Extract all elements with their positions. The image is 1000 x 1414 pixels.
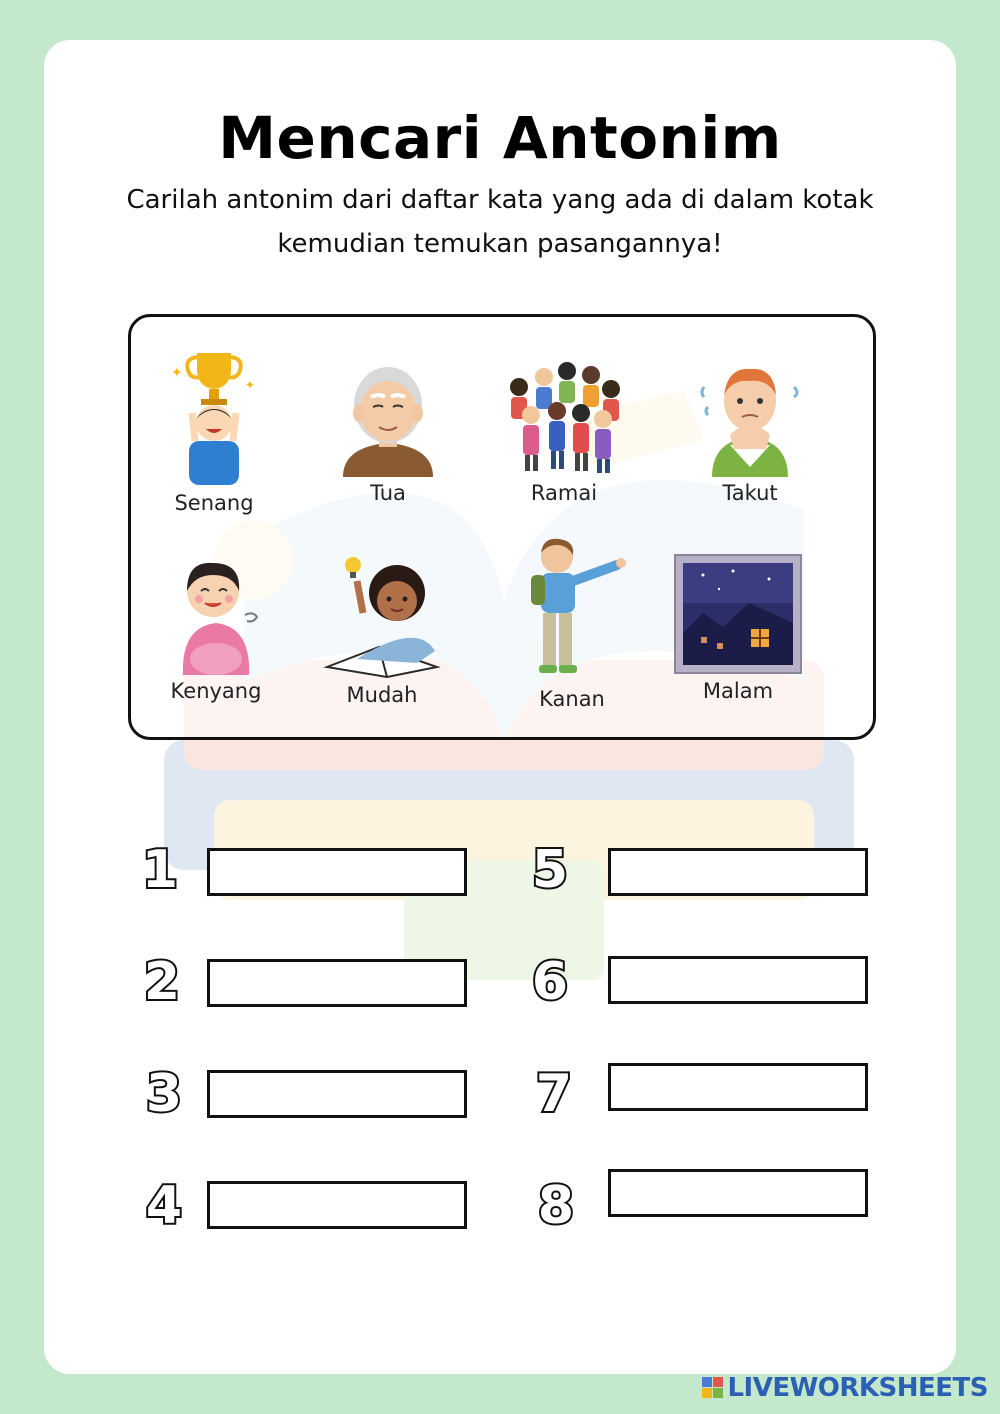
- pointing-boy-icon: [517, 535, 627, 683]
- word-label: Ramai: [530, 481, 598, 505]
- answer-number-1: 1: [141, 840, 179, 900]
- answer-number-6: 6: [531, 952, 569, 1012]
- answer-number-4: 4: [145, 1176, 183, 1236]
- answer-input-6[interactable]: [608, 956, 868, 1004]
- instruction-line-1: Carilah antonim dari daftar kata yang ada di dalam kotak: [126, 185, 874, 215]
- word-item-kenyang: [141, 553, 291, 703]
- word-list-box: [128, 314, 876, 740]
- word-label: Takut: [722, 481, 778, 505]
- worksheet-card: [44, 40, 956, 1374]
- word-item-mudah: [307, 551, 457, 707]
- word-label: Senang: [174, 491, 254, 515]
- word-label: Mudah: [346, 683, 418, 707]
- word-label: Kenyang: [170, 679, 262, 703]
- answer-number-5: 5: [531, 840, 569, 900]
- word-label: Kanan: [539, 687, 605, 711]
- word-item-kanan: [497, 535, 647, 711]
- word-item-ramai: [489, 357, 639, 505]
- trophy-kid-icon: [159, 347, 269, 487]
- word-item-tua: [313, 357, 463, 505]
- answer-input-4[interactable]: [207, 1181, 467, 1229]
- answer-input-5[interactable]: [608, 848, 868, 896]
- svg-text:✦: ✦: [245, 378, 256, 392]
- brand-name: LIVEWORKSHEETS: [727, 1373, 988, 1403]
- answer-number-8: 8: [537, 1176, 575, 1236]
- answer-input-7[interactable]: [608, 1063, 868, 1111]
- answer-input-8[interactable]: [608, 1169, 868, 1217]
- night-window-icon: [673, 553, 803, 675]
- liveworksheets-brand[interactable]: [702, 1370, 988, 1406]
- answer-input-1[interactable]: [207, 848, 467, 896]
- word-item-takut: [675, 357, 825, 505]
- answer-number-7: 7: [535, 1064, 573, 1124]
- full-girl-icon: [161, 553, 271, 675]
- answer-number-3: 3: [145, 1064, 183, 1124]
- idea-girl-icon: [317, 551, 447, 679]
- answer-input-2[interactable]: [207, 959, 467, 1007]
- word-item-senang: [139, 347, 289, 515]
- liveworksheets-logo-icon: [702, 1377, 724, 1399]
- page-title: Mencari Antonim: [218, 104, 782, 172]
- instruction-text: [84, 178, 916, 266]
- instruction-line-2: kemudian temukan pasangannya!: [277, 229, 723, 259]
- scared-boy-icon: [690, 357, 810, 477]
- old-man-icon: [333, 357, 443, 477]
- word-label: Tua: [370, 481, 406, 505]
- answer-number-2: 2: [143, 952, 181, 1012]
- crowd-icon: [499, 357, 629, 477]
- svg-text:✦: ✦: [171, 364, 183, 380]
- word-item-malam: [663, 553, 813, 703]
- word-label: Malam: [702, 679, 774, 703]
- answer-input-3[interactable]: [207, 1070, 467, 1118]
